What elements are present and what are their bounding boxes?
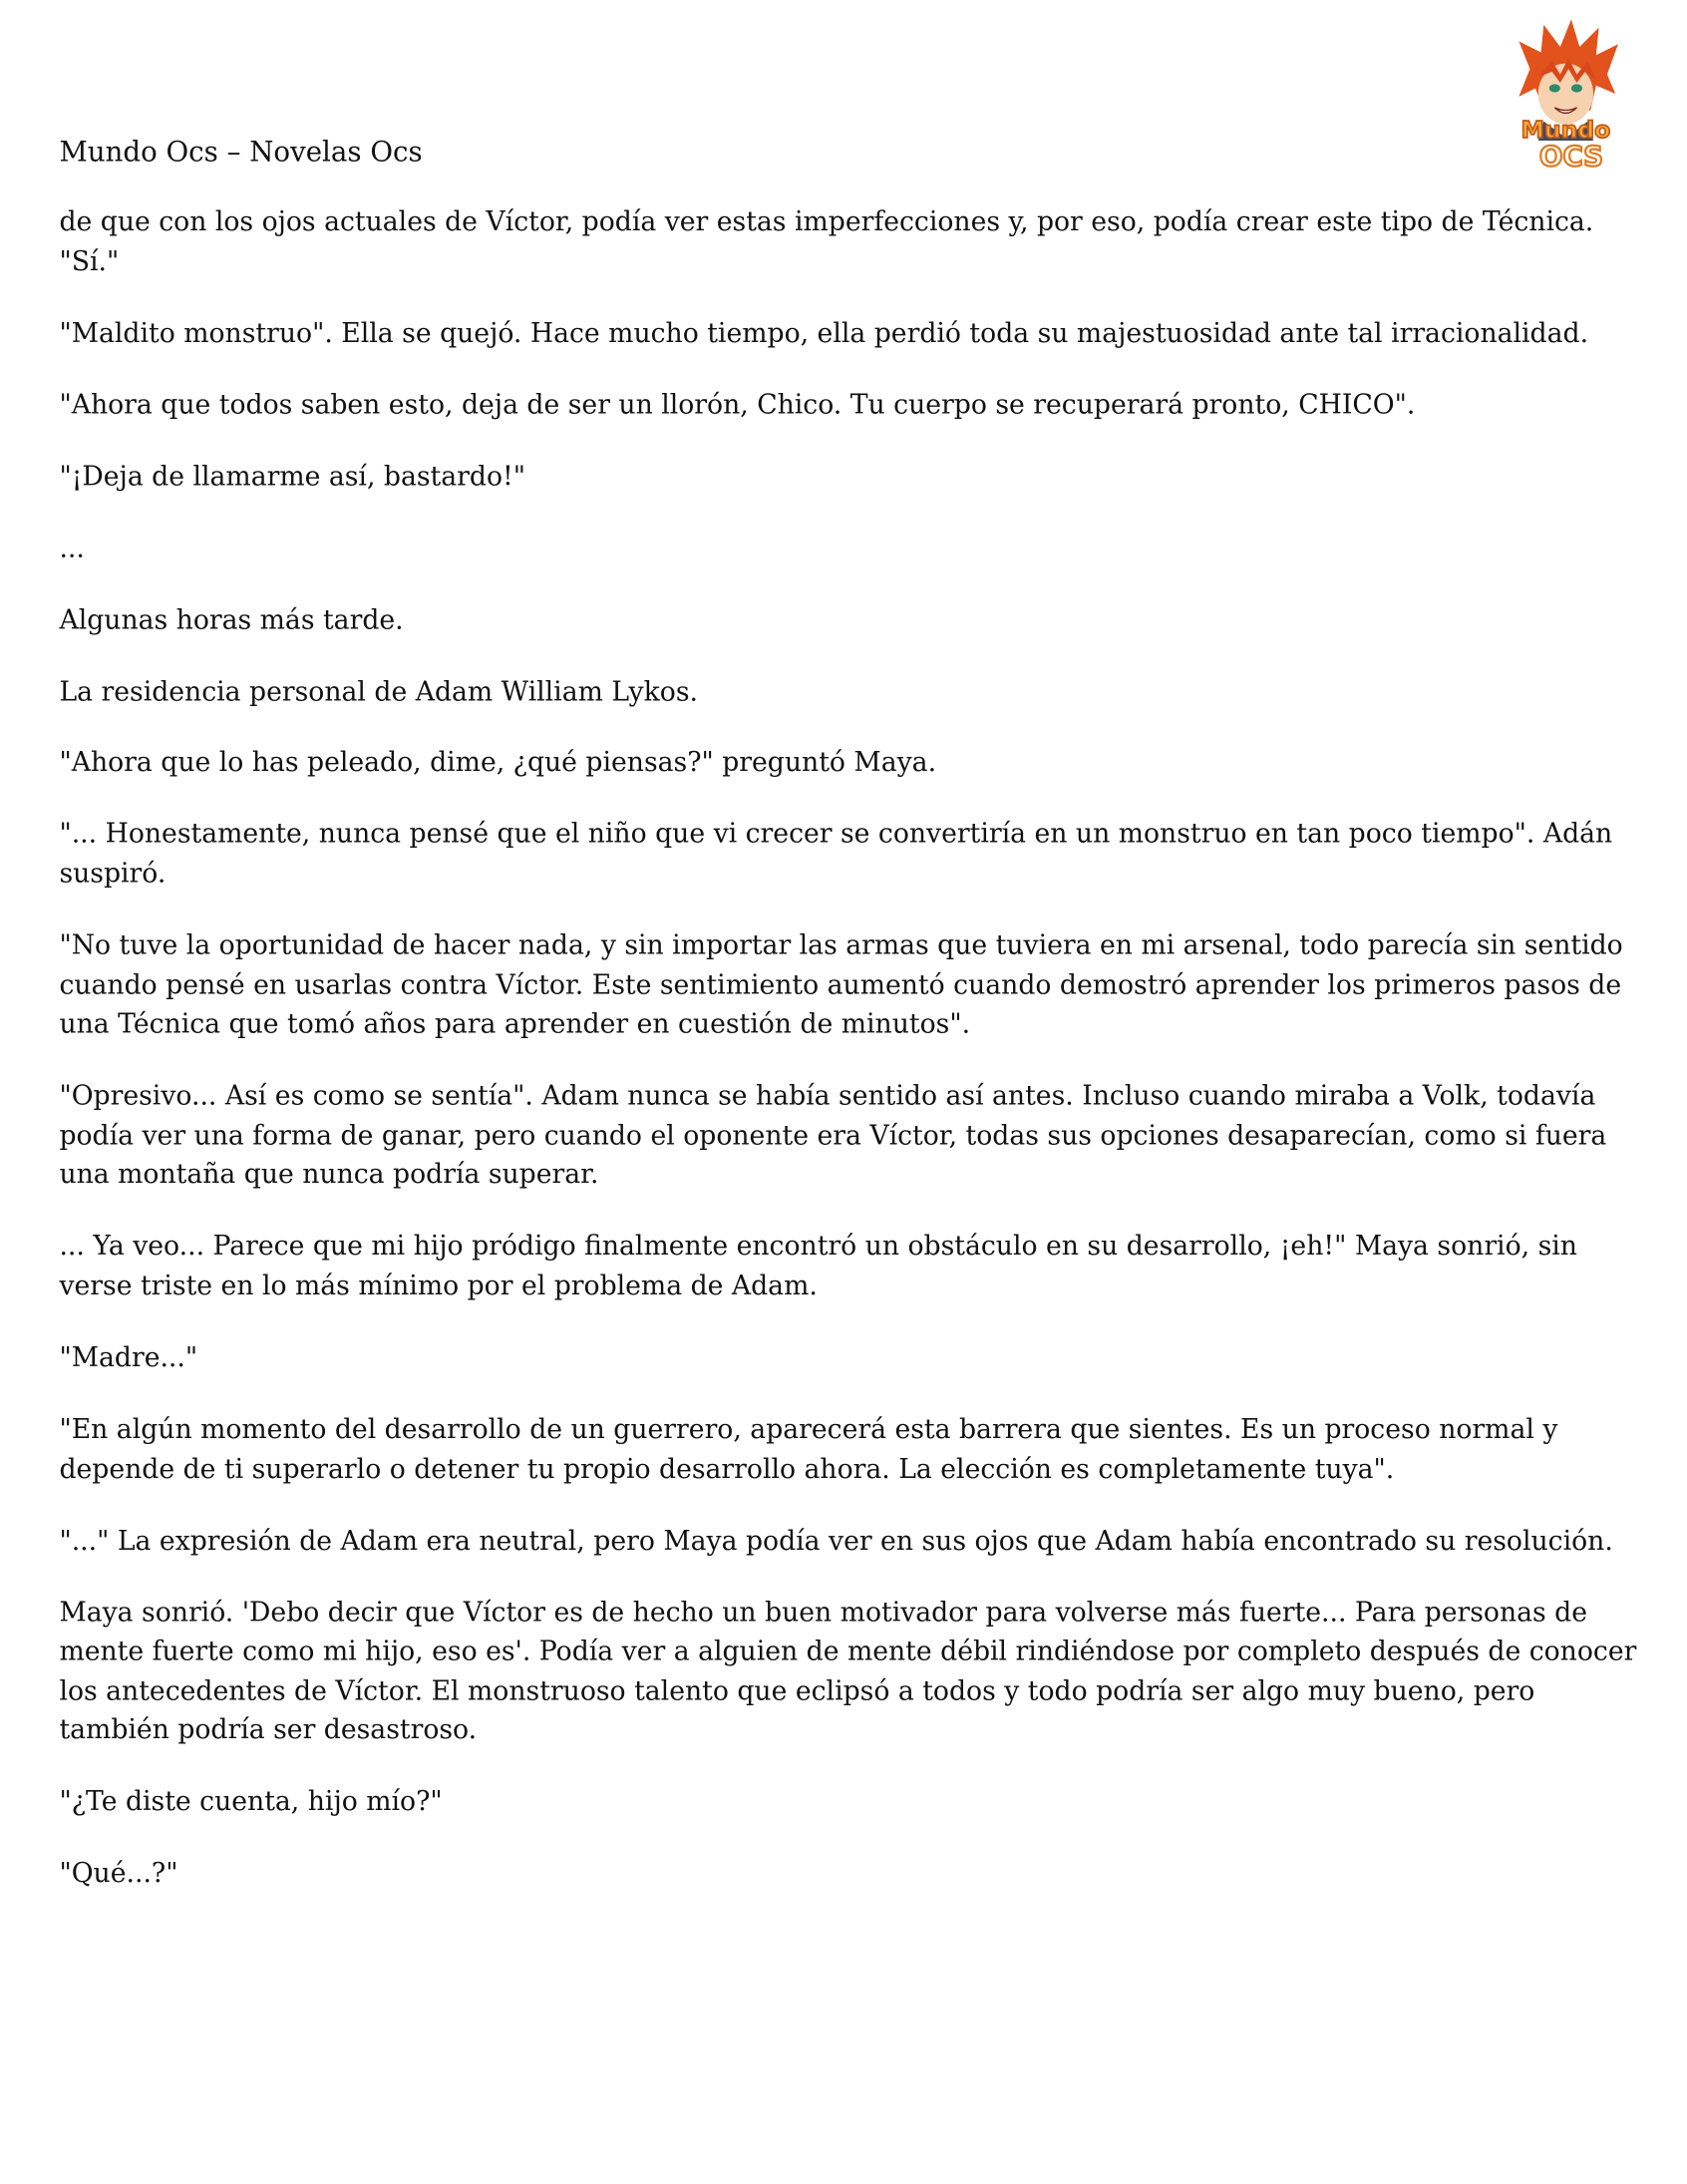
paragraph: "No tuve la oportunidad de hacer nada, y sin importar las armas que tuviera en mi arsenal, todo parecía sin sentido cuando pensé en usarlas contra Víctor. Este sentimiento aumentó cuando demostró aprender los primeros pasos de una Técnica que tomó años para aprender en cuestión de minutos". [59,928,1623,1040]
paragraph: "¿Te diste cuenta, hijo mío?" [59,1785,443,1818]
page-header-title: Mundo Ocs – Novelas Ocs [59,135,423,169]
paragraph: "¡Deja de llamarme así, bastardo!" [59,460,525,492]
paragraph: ... Ya veo... Parece que mi hijo pródigo finalmente encontró un obstáculo en su desarrollo, ¡eh!" Maya sonrió, sin verse triste en lo más mínimo por el problema de Adam. [59,1230,1577,1301]
paragraph: "Madre..." [59,1341,198,1373]
svg-text:Mundo: Mundo [1520,116,1611,145]
chapter-body [59,202,1637,1926]
paragraph: "Ahora que todos saben esto, deja de ser un llorón, Chico. Tu cuerpo se recuperará pronto, CHICO". [59,388,1416,421]
paragraph: Maya sonrió. 'Debo decir que Víctor es de hecho un buen motivador para volverse más fuerte... Para personas de mente fuerte como mi hijo, eso es'. Podía ver a alguien de mente débil rindiéndose por completo después de conocer los antecedentes de Víctor. El monstruoso talento que eclipsó a todos y todo podría ser algo muy bueno, pero también podría ser desastroso. [59,1596,1637,1746]
mundo-ocs-logo [1489,14,1643,177]
paragraph: "En algún momento del desarrollo de un guerrero, aparecerá esta barrera que sientes. Es un proceso normal y depende de ti superarlo o detener tu propio desarrollo ahora. La elección es completamente tuya". [59,1412,1558,1485]
paragraph: de que con los ojos actuales de Víctor, podía ver estas imperfecciones y, por eso, podía crear este tipo de Técnica. "Sí." [59,204,1594,277]
scene-break: ... [59,531,85,563]
paragraph: Algunas horas más tarde. [59,602,404,635]
svg-text:OCS: OCS [1538,139,1604,173]
paragraph: "..." La expresión de Adam era neutral, pero Maya podía ver en sus ojos que Adam había encontrado su resolución. [59,1524,1613,1557]
paragraph: "Maldito monstruo". Ella se quejó. Hace mucho tiempo, ella perdió toda su majestuosidad ante tal irracionalidad. [59,316,1589,349]
paragraph: La residencia personal de Adam William Lykos. [59,674,698,707]
paragraph: "Qué...?" [59,1857,178,1890]
paragraph: "... Honestamente, nunca pensé que el niño que vi crecer se convertiría en un monstruo en tan poco tiempo". Adán suspiró. [59,818,1613,890]
paragraph: "Ahora que lo has peleado, dime, ¿qué piensas?" preguntó Maya. [59,746,937,779]
paragraph: "Opresivo... Así es como se sentía". Adam nunca se había sentido así antes. Incluso cuando miraba a Volk, todavía podía ver una forma de ganar, pero cuando el oponente era Víctor, todas sus opciones desaparecían, como si fuera una montaña que nunca podría superar. [59,1079,1607,1191]
